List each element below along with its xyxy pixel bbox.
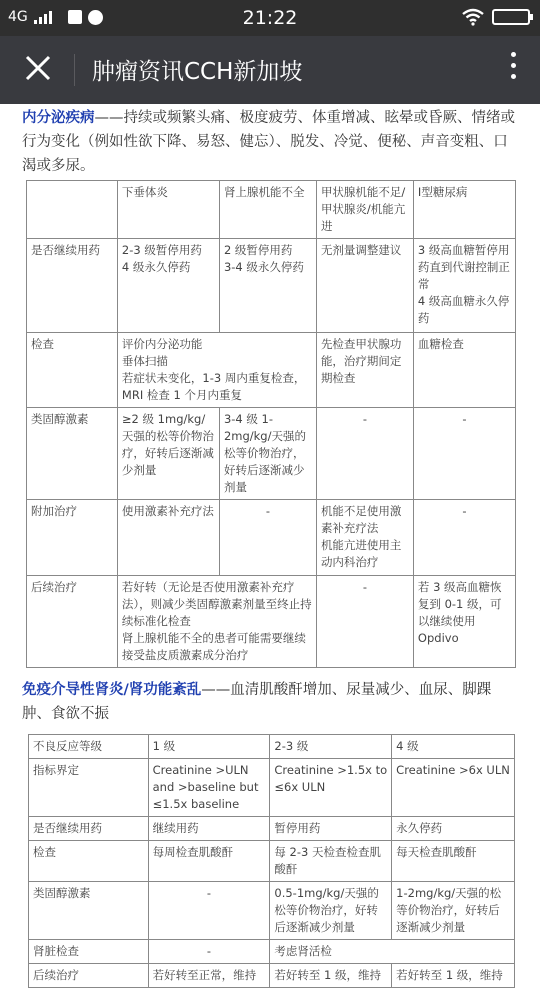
table-row [27,239,516,333]
table-cell: 3 级高血糖暂停用药直到代谢控制正常 4 级高血糖永久停药 [413,239,515,333]
table-row [27,333,516,408]
table-cell: - [148,882,270,940]
table-row [27,500,516,576]
table-row [29,817,515,841]
table-cell: 使用激素补充疗法 [117,500,219,576]
endocrine-table [26,180,516,668]
table-cell: 机能不足使用激素补充疗法 机能亢进使用主动内科治疗 [316,500,413,576]
table-cell: - [219,500,316,576]
table-cell: 2-3 级暂停用药 4 级永久停药 [117,239,219,333]
table-row [29,964,515,988]
table-header-row [27,181,516,239]
table-row [29,841,515,882]
table-cell: - [413,408,515,500]
table-cell: Creatinine >ULN and >baseline but ≤1.5x baseline [148,759,270,817]
table-cell: 继续用药 [148,817,270,841]
table-cell: 无剂量调整建议 [316,239,413,333]
section-text: 血清肌酸酐增加、尿量减少、血尿、脚踝肿、食欲不振 [22,682,492,722]
table-cell: 下垂体炎 [117,181,219,239]
table-cell: - [316,408,413,500]
page-title: 肿瘤资讯CCH新加坡 [92,59,303,85]
more-menu-button[interactable] [508,52,518,85]
table-cell [27,181,118,239]
table-cell: 检查 [27,333,118,408]
close-button[interactable] [20,50,56,86]
clock: 21:22 [242,7,298,29]
table-cell: 2 级暂停用药 3-4 级永久停药 [219,239,316,333]
article-content[interactable] [0,104,540,982]
table-cell: 若好转（无论是否使用激素补充疗法），则减少类固醇激素剂量至终止持续标准化检查 肾上腺机能不全的患者可能需要继续接受盐皮质激素成分治疗 [117,576,316,668]
table-cell: 后续治疗 [29,964,149,988]
table-cell: 是否继续用药 [27,239,118,333]
table-cell: 甲状腺机能不足/甲状腺炎/机能亢进 [316,181,413,239]
table-header-row [29,735,515,759]
table-cell: 4 级 [392,735,515,759]
table-cell: - [413,500,515,576]
section-text: 持续或频繁头痛、极度疲劳、体重增减、眩晕或昏厥、情绪或行为变化（例如性欲下降、易怒、健忘）、脱发、冷觉、便秘、声音变粗、口渴或多尿。 [22,110,515,174]
table-cell: 检查 [29,841,149,882]
table-cell: 指标界定 [29,759,149,817]
status-right [462,8,530,26]
dash: —— [94,110,124,126]
app-bar [0,36,540,104]
table-cell: 3-4 级 1-2mg/kg/天强的松等价物治疗，好转后逐渐减少剂量 [219,408,316,500]
table-cell: Creatinine >1.5x to ≤6x ULN [270,759,392,817]
table-cell: 1-2mg/kg/天强的松等价物治疗，好转后逐渐减少剂量 [392,882,515,940]
wifi-icon [462,8,484,26]
table-cell: 评价内分泌功能 垂体扫描 若症状未变化，1-3 周内重复检查，MRI 检查 1 个月内重复 [117,333,316,408]
table-cell: Creatinine >6x ULN [392,759,515,817]
table-cell: 每 2-3 天检查检查肌酸酐 [270,841,392,882]
table-cell: 附加治疗 [27,500,118,576]
table-cell: 后续治疗 [27,576,118,668]
status-bar [0,0,540,36]
more-dot-icon [511,63,516,68]
section-nephritis-intro [22,678,518,726]
network-type: 4G [8,9,28,25]
table-cell: 类固醇激素 [29,882,149,940]
table-cell: 肾上腺机能不全 [219,181,316,239]
table-cell: 若好转至 1 级，维持 [392,964,515,988]
close-icon [24,54,52,82]
more-dot-icon [511,52,516,57]
section-title: 免疫介导性肾炎/肾功能紊乱 [22,682,202,698]
table-cell: 是否继续用药 [29,817,149,841]
table-cell: 血糖检查 [413,333,515,408]
table-row [29,940,515,964]
nephritis-table [28,734,515,988]
table-cell: 暂停用药 [270,817,392,841]
section-title: 内分泌疾病 [22,110,95,126]
dash: —— [201,682,231,698]
table-row [27,576,516,668]
table-cell: 永久停药 [392,817,515,841]
table-cell: 类固醇激素 [27,408,118,500]
table-cell: 2-3 级 [270,735,392,759]
section-endocrine-intro [22,106,518,178]
table-cell: Ⅰ型糖尿病 [413,181,515,239]
table-cell: 1 级 [148,735,270,759]
table-row [29,759,515,817]
table-cell: 若好转至正常，维持 [148,964,270,988]
table-cell: ≥2 级 1mg/kg/天强的松等价物治疗，好转后逐渐减少剂量 [117,408,219,500]
table-cell: 不良反应等级 [29,735,149,759]
more-dot-icon [511,74,516,79]
battery-icon [492,9,530,25]
table-cell: - [148,940,270,964]
table-row [29,882,515,940]
divider [74,54,75,86]
table-cell: 每天检查肌酸酐 [392,841,515,882]
table-cell: - [316,576,413,668]
table-cell: 若 3 级高血糖恢复到 0-1 级，可以继续使用 Opdivo [413,576,515,668]
table-cell: 考虑肾活检 [270,940,515,964]
table-cell: 若好转至 1 级，维持 [270,964,392,988]
table-cell: 肾脏检查 [29,940,149,964]
table-cell: 0.5-1mg/kg/天强的松等价物治疗，好转后逐渐减少剂量 [270,882,392,940]
table-cell: 每周检查肌酸酐 [148,841,270,882]
table-cell: 先检查甲状腺功能，治疗期间定期检查 [316,333,413,408]
table-row [27,408,516,500]
